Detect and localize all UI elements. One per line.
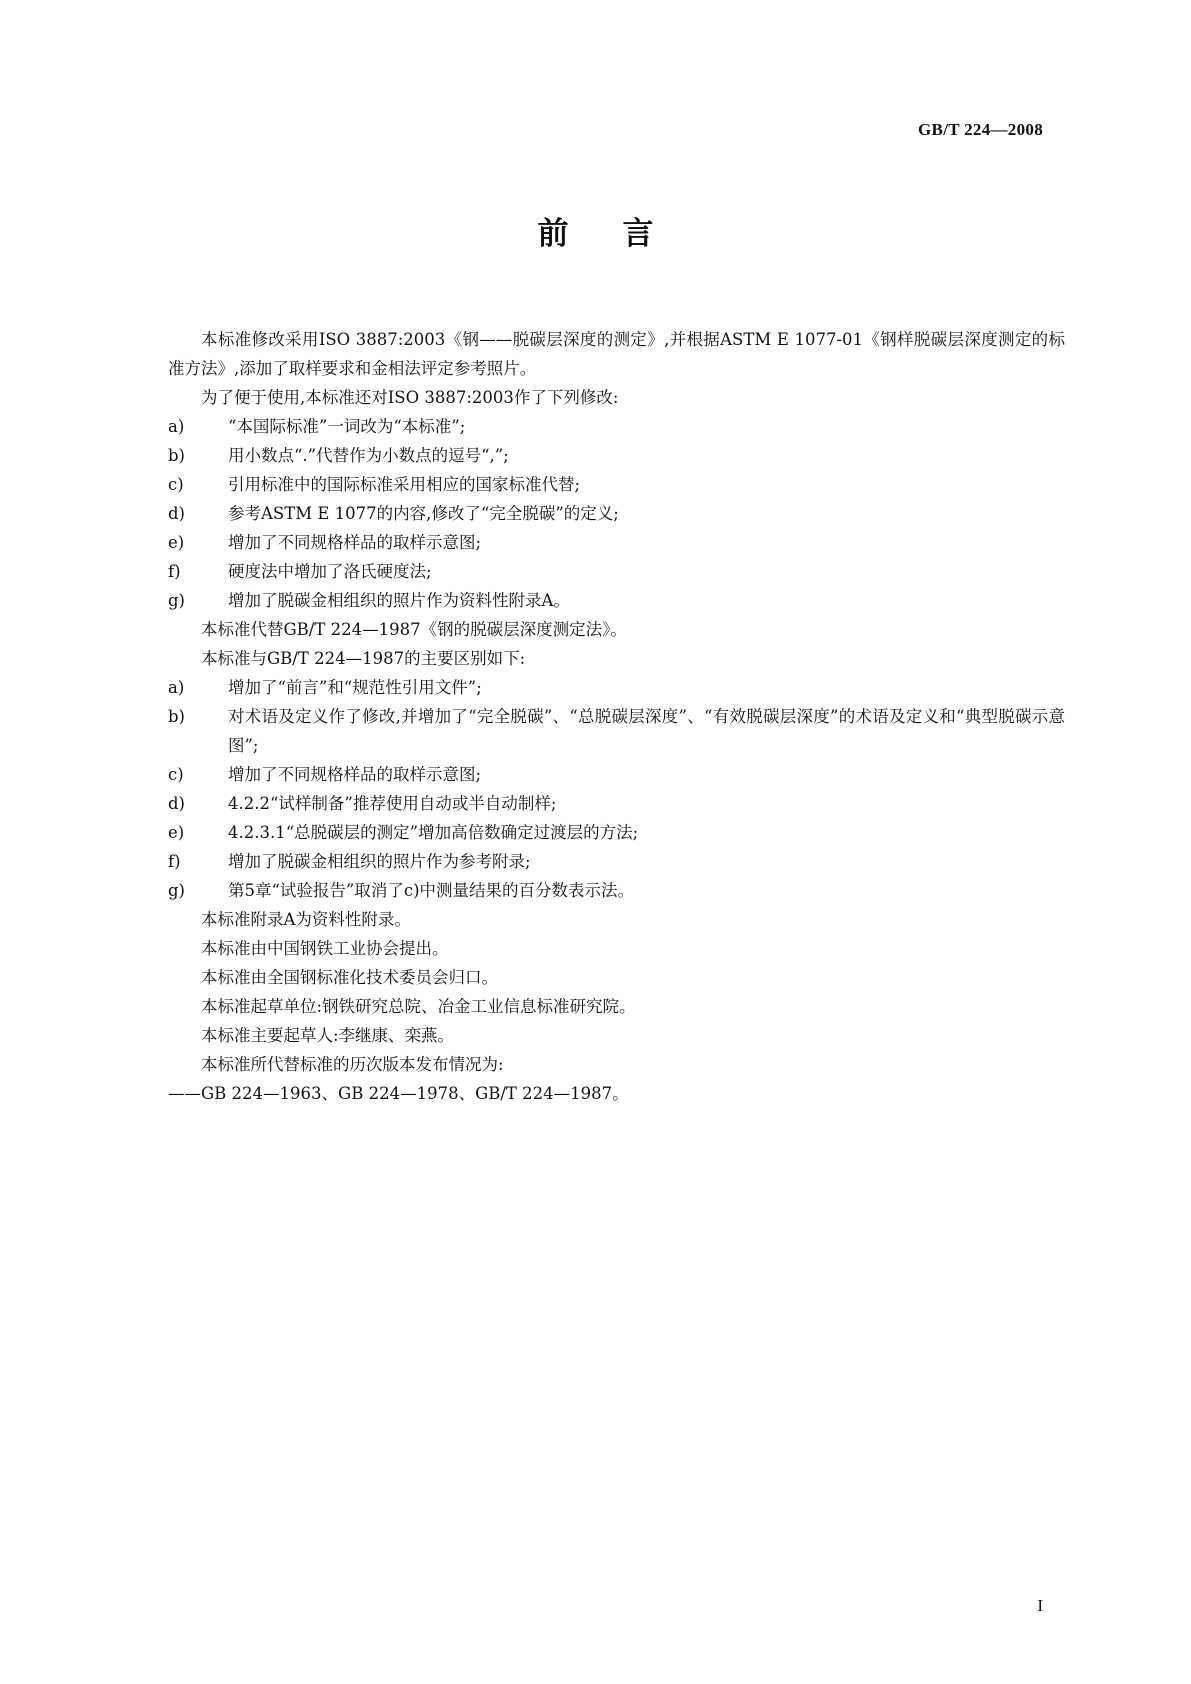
list-marker: b) [168, 707, 185, 726]
list-item-text: 4.2.3.1“总脱碳层的测定”增加高倍数确定过渡层的方法; [228, 823, 639, 842]
list-item [168, 557, 1065, 586]
list-marker: b) [168, 446, 185, 465]
list-marker: a) [168, 678, 185, 697]
list-marker: a) [168, 417, 185, 436]
list-item-text: 4.2.2“试样制备”推荐使用自动或半自动制样; [228, 794, 557, 813]
modifications-list [168, 412, 1065, 615]
list-marker: g) [168, 881, 185, 900]
intro-paragraph: 本标准修改采用ISO 3887:2003《钢——脱碳层深度的测定》,并根据ASTM E 1077-01《钢样脱碳层深度测定的标准方法》,添加了取样要求和金相法评定参考照片。 [168, 330, 1065, 378]
list-item-text: 增加了不同规格样品的取样示意图; [228, 765, 482, 784]
list-item [168, 818, 1065, 847]
list-item-text: 第5章“试验报告”取消了c)中测量结果的百分数表示法。 [228, 881, 635, 900]
list-marker: e) [168, 533, 185, 552]
list-item [168, 876, 1065, 905]
list-item [168, 412, 1065, 441]
list-item [168, 760, 1065, 789]
list-marker: c) [168, 765, 184, 784]
list-marker: g) [168, 591, 185, 610]
centralized-by-paragraph: 本标准由全国钢标准化技术委员会归口。 [201, 968, 498, 987]
list-item-text: 用小数点“.”代替作为小数点的逗号“,”; [228, 446, 509, 465]
history-lead: 本标准所代替标准的历次版本发布情况为: [201, 1055, 504, 1074]
history-list: ——GB 224—1963、GB 224—1978、GB/T 224—1987。 [168, 1084, 629, 1103]
list-item-text: 增加了不同规格样品的取样示意图; [228, 533, 482, 552]
list-item-text: 引用标准中的国际标准采用相应的国家标准代替; [228, 475, 581, 494]
list-item [168, 528, 1065, 557]
list-item [168, 499, 1065, 528]
list-item [168, 847, 1065, 876]
list-item-text: 增加了脱碳金相组织的照片作为资料性附录A。 [228, 591, 570, 610]
list-marker: d) [168, 794, 185, 813]
list-item-text: 增加了脱碳金相组织的照片作为参考附录; [228, 852, 531, 871]
list-item [168, 702, 1065, 760]
list-item [168, 586, 1065, 615]
list-marker: d) [168, 504, 185, 523]
list-item-text: 增加了“前言”和“规范性引用文件”; [228, 678, 482, 697]
standard-code: GB/T 224—2008 [918, 120, 1043, 139]
list-marker: c) [168, 475, 184, 494]
list-item-text: 硬度法中增加了洛氏硬度法; [228, 562, 432, 581]
modifications-lead: 为了便于使用,本标准还对ISO 3887:2003作了下列修改: [201, 388, 619, 407]
replaces-paragraph: 本标准代替GB/T 224—1987《钢的脱碳层深度测定法》。 [201, 620, 627, 639]
list-item-text: 参考ASTM E 1077的内容,修改了“完全脱碳”的定义; [228, 504, 619, 523]
list-item [168, 789, 1065, 818]
list-item [168, 673, 1065, 702]
proposed-by-paragraph: 本标准由中国钢铁工业协会提出。 [201, 939, 449, 958]
drafting-units-paragraph: 本标准起草单位:钢铁研究总院、冶金工业信息标准研究院。 [201, 997, 636, 1016]
list-marker: e) [168, 823, 185, 842]
list-item [168, 470, 1065, 499]
page-title: 前言 [537, 216, 708, 252]
list-marker: f) [168, 562, 181, 581]
list-item-text: “本国际标准”一词改为“本标准”; [228, 417, 466, 436]
foreword-body [168, 325, 1065, 1108]
list-item [168, 441, 1065, 470]
differences-lead: 本标准与GB/T 224—1987的主要区别如下: [201, 649, 526, 668]
list-marker: f) [168, 852, 181, 871]
drafters-paragraph: 本标准主要起草人:李继康、栾燕。 [201, 1026, 455, 1045]
page-number: I [1037, 1596, 1043, 1615]
annex-paragraph: 本标准附录A为资料性附录。 [201, 910, 411, 929]
differences-list [168, 673, 1065, 905]
list-item-text: 对术语及定义作了修改,并增加了“完全脱碳”、“总脱碳层深度”、“有效脱碳层深度”的术语及定义和“典型脱碳示意图”; [228, 707, 1065, 755]
